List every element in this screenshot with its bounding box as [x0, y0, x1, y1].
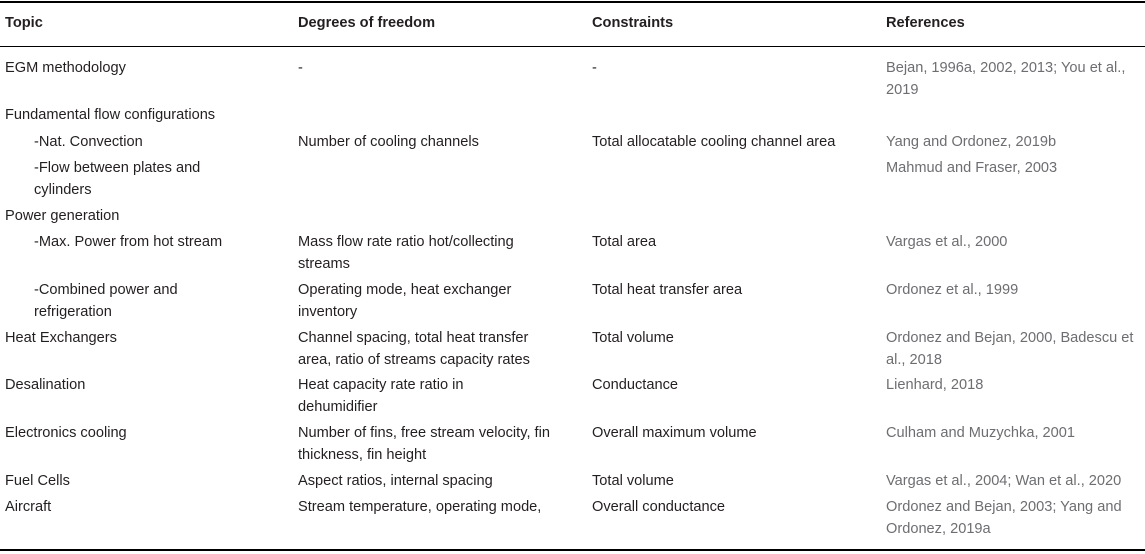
row-constraints: Conductance: [592, 377, 679, 393]
row-topic: Power generation: [5, 208, 120, 224]
row-references: Ordonez and Bejan, 2003; Yang and Ordonez, 2019a: [886, 499, 1122, 537]
bottom-rule: [0, 549, 1145, 551]
row-topic: -Flow between plates and cylinders: [34, 160, 201, 198]
row-topic: Fuel Cells: [5, 473, 70, 489]
row-topic: Aircraft: [5, 499, 52, 515]
row-topic: Heat Exchangers: [5, 330, 117, 346]
row-topic: Fundamental flow configurations: [5, 107, 216, 123]
row-topic: -Max. Power from hot stream: [34, 234, 223, 250]
top-rule: [0, 1, 1145, 3]
header-degrees-of-freedom: Degrees of freedom: [298, 15, 436, 31]
row-topic: -Nat. Convection: [34, 134, 143, 150]
row-references: Mahmud and Fraser, 2003: [886, 160, 1058, 176]
header-references: References: [886, 15, 965, 31]
row-references: Ordonez and Bejan, 2000, Badescu et al., 2018: [886, 330, 1134, 368]
row-constraints: Overall maximum volume: [592, 425, 757, 441]
row-dof: Mass flow rate ratio hot/collecting streams: [298, 234, 514, 272]
row-topic: Electronics cooling: [5, 425, 127, 441]
header-topic: Topic: [5, 15, 43, 31]
header-constraints: Constraints: [592, 15, 674, 31]
header-rule: [0, 46, 1145, 47]
row-references: Culham and Muzychka, 2001: [886, 425, 1076, 441]
row-dof: Heat capacity rate ratio in dehumidifier: [298, 377, 464, 415]
row-constraints: Overall conductance: [592, 499, 726, 515]
row-dof: Operating mode, heat exchanger inventory: [298, 282, 512, 320]
row-dof: Stream temperature, operating mode,: [298, 499, 542, 515]
row-constraints: -: [592, 60, 597, 76]
row-topic: EGM methodology: [5, 60, 126, 76]
row-constraints: Total heat transfer area: [592, 282, 743, 298]
row-references: Vargas et al., 2000: [886, 234, 1008, 250]
row-references: Lienhard, 2018: [886, 377, 984, 393]
row-dof: Number of fins, free stream velocity, fin thickness, fin height: [298, 425, 550, 463]
row-references: Yang and Ordonez, 2019b: [886, 134, 1057, 150]
row-topic: -Combined power and refrigeration: [34, 282, 178, 320]
row-topic: Desalination: [5, 377, 86, 393]
row-references: Bejan, 1996a, 2002, 2013; You et al., 2019: [886, 60, 1126, 98]
row-dof: -: [298, 60, 303, 76]
row-constraints: Total area: [592, 234, 657, 250]
row-dof: Aspect ratios, internal spacing: [298, 473, 493, 489]
row-constraints: Total volume: [592, 330, 674, 346]
row-references: Ordonez et al., 1999: [886, 282, 1019, 298]
row-dof: Channel spacing, total heat transfer area, ratio of streams capacity rates: [298, 330, 530, 368]
row-constraints: Total volume: [592, 473, 674, 489]
row-constraints: Total allocatable cooling channel area: [592, 134, 836, 150]
row-dof: Number of cooling channels: [298, 134, 479, 150]
row-references: Vargas et al., 2004; Wan et al., 2020: [886, 473, 1122, 489]
